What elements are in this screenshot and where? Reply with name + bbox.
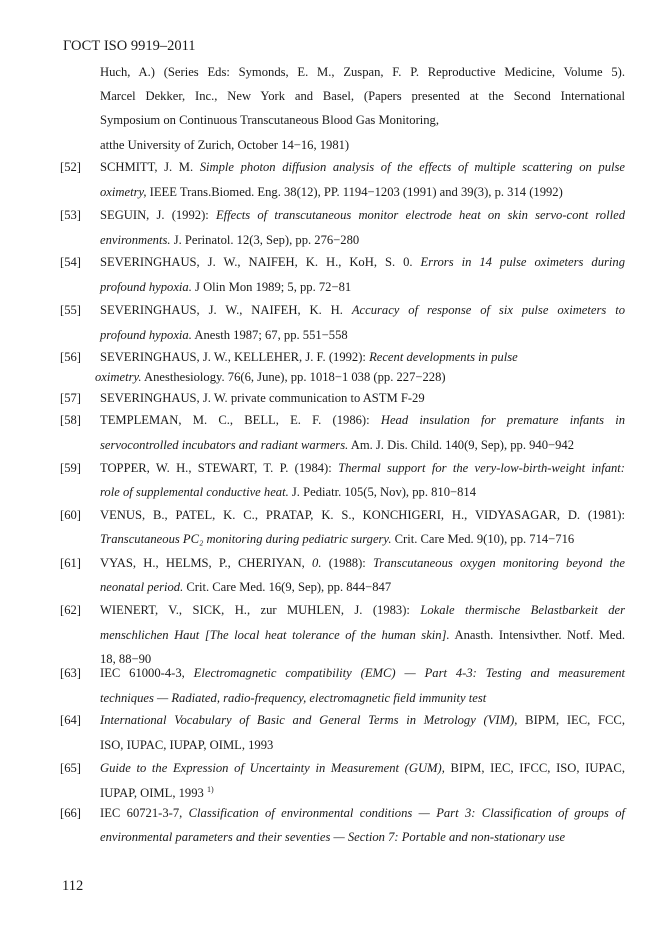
- reference-text: SEVERINGHAUS, J. W. private communication to ASTM F-29: [100, 391, 425, 405]
- reference-text: (1988):: [321, 556, 373, 570]
- reference-text: Crit. Care Med. 16(9, Sep), pp. 844−847: [183, 580, 392, 594]
- reference-line: [100, 390, 425, 406]
- reference-line: [100, 665, 625, 681]
- reference-line: [100, 460, 625, 476]
- reference-title: techniques — Radiated, radio-frequency, electromagnetic field immunity test: [100, 691, 487, 705]
- reference-text: Symposium on Continuous Transcutaneous Blood Gas Monitoring,: [100, 113, 440, 127]
- reference-line: [100, 805, 625, 821]
- reference-line: [100, 602, 625, 618]
- reference-line: [100, 782, 214, 801]
- reference-title: role of supplemental conductive heat.: [100, 485, 289, 499]
- reference-text: atthe University of Zurich, October 14−16, 1981): [100, 138, 350, 152]
- reference-line: [100, 760, 625, 776]
- reference-line: [100, 302, 625, 318]
- reference-title: Classification of environmental conditions — Part 3: Classification of groups of: [188, 806, 625, 820]
- reference-text: SEGUIN, J. (1992):: [100, 208, 216, 222]
- reference-text: Anesth 1987; 67, pp. 551−558: [191, 328, 348, 342]
- reference-text: IEEE Trans.Biomed. Eng. 38(12), PP. 1194−1203 (1991) and 39(3), p. 314 (1992): [146, 185, 563, 199]
- reference-line: [100, 207, 625, 223]
- reference-text: VYAS, H., HELMS, P., CHERIYAN,: [100, 556, 313, 570]
- reference-number: [64]: [60, 713, 81, 727]
- reference-text: Crit. Care Med. 9(10), pp. 714−716: [391, 532, 575, 546]
- reference-title: servocontrolled incubators and radiant warmers.: [100, 438, 349, 452]
- reference-line: [100, 159, 625, 175]
- reference-text: IUPAP, OIML, 1993: [100, 786, 207, 800]
- reference-line: [100, 112, 439, 128]
- reference-title: Transcutaneous oxygen monitoring beyond the: [373, 556, 625, 570]
- reference-text: Marcel Dekker, Inc., New York and Basel, (Papers presented at the Second International: [100, 89, 625, 103]
- reference-title: oximetry,: [100, 185, 147, 199]
- reference-title: profound hypoxia.: [100, 328, 192, 342]
- document-header: ГОСТ ISO 9919–2011: [63, 38, 196, 54]
- reference-number: [58]: [60, 413, 81, 427]
- reference-title: Effects of transcutaneous monitor electrode heat on skin servo-cont rolled: [215, 208, 625, 222]
- reference-line: [100, 88, 625, 104]
- reference-number: [56]: [60, 350, 81, 364]
- reference-number: [61]: [60, 556, 81, 570]
- reference-title: 0.: [312, 556, 322, 570]
- reference-line: [100, 184, 563, 200]
- reference-text: Anesthesiology. 76(6, June), pp. 1018−1 038 (pp. 227−228): [141, 370, 446, 384]
- reference-title: environments.: [100, 233, 171, 247]
- reference-text: Huch, A.) (Series Eds: Symonds, E. M., Zuspan, F. P. Reproductive Medicine, Volume 5).: [100, 65, 625, 79]
- reference-text: SEVERINGHAUS, J. W., KELLEHER, J. F. (1992):: [100, 350, 370, 364]
- reference-title: Simple photon diffusion analysis of the effects of multiple scattering on pulse: [199, 160, 625, 174]
- reference-title: Electromagnetic compatibility (EMC) — Part 4-3: Testing and measurement: [193, 666, 625, 680]
- reference-line: [100, 254, 625, 270]
- reference-title: neonatal period.: [100, 580, 184, 594]
- footnote-marker: 1): [206, 785, 214, 794]
- reference-line: [100, 137, 349, 153]
- reference-line: [100, 484, 476, 500]
- reference-line: [95, 369, 446, 385]
- reference-line: [100, 555, 625, 571]
- reference-number: [57]: [60, 391, 81, 405]
- reference-title: profound hypoxia.: [100, 280, 192, 294]
- reference-title: Head insulation for premature infants in: [380, 413, 626, 427]
- reference-title: Guide to the Expression of Uncertainty in Measurement (GUM),: [100, 761, 445, 775]
- reference-text: Am. J. Dis. Child. 140(9, Sep), pp. 940−942: [348, 438, 575, 452]
- reference-line: [100, 327, 348, 343]
- reference-title: Thermal support for the very-low-birth-weight infant:: [338, 461, 625, 475]
- reference-line: [100, 279, 351, 295]
- reference-line: [100, 232, 359, 248]
- reference-text: SEVERINGHAUS, J. W., NAIFEH, K. H.: [100, 303, 352, 317]
- reference-text: SCHMITT, J. M.: [100, 160, 200, 174]
- reference-number: [52]: [60, 160, 81, 174]
- reference-number: [66]: [60, 806, 81, 820]
- page-number: 112: [62, 878, 84, 894]
- reference-text: 18, 88−90: [100, 652, 152, 666]
- reference-title: environmental parameters and their seventies — Section 7: Portable and non-stationary use: [100, 830, 566, 844]
- reference-number: [55]: [60, 303, 81, 317]
- reference-title: Transcutaneous PC₂ monitoring during pediatric surgery.: [100, 532, 392, 546]
- reference-line: [100, 712, 625, 728]
- reference-text: TOPPER, W. H., STEWART, T. P. (1984):: [100, 461, 339, 475]
- reference-number: [54]: [60, 255, 81, 269]
- reference-title: Recent developments in pulse: [369, 350, 518, 364]
- reference-line: [100, 627, 625, 643]
- reference-line: [100, 412, 625, 428]
- reference-title: menschlichen Haut [The local heat tolerance of the human skin].: [100, 628, 450, 642]
- reference-title: Errors in 14 pulse oximeters during: [420, 255, 625, 269]
- reference-number: [53]: [60, 208, 81, 222]
- reference-number: [59]: [60, 461, 81, 475]
- reference-line: [100, 531, 574, 547]
- reference-text: IEC 60721-3-7,: [100, 806, 189, 820]
- reference-text: SEVERINGHAUS, J. W., NAIFEH, K. H., KoH, S. 0.: [100, 255, 421, 269]
- reference-line: [100, 437, 574, 453]
- reference-text: IEC 61000-4-3,: [100, 666, 194, 680]
- reference-title: International Vocabulary of Basic and General Terms in Metrology (VIM),: [100, 713, 518, 727]
- reference-text: WIENERT, V., SICK, H., zur MUHLEN, J. (1983):: [100, 603, 421, 617]
- reference-text: TEMPLEMAN, M. C., BELL, E. F. (1986):: [100, 413, 381, 427]
- reference-text: Anasth. Intensivther. Notf. Med.: [449, 628, 626, 642]
- reference-text: J. Perinatol. 12(3, Sep), pp. 276−280: [170, 233, 360, 247]
- reference-title: Accuracy of response of six pulse oximeters to: [351, 303, 625, 317]
- reference-text: VENUS, B., PATEL, K. C., PRATAP, K. S., KONCHIGERI, H., VIDYASAGAR, D. (1981):: [100, 508, 625, 522]
- reference-line: [100, 349, 518, 365]
- reference-title: Lokale thermische Belastbarkeit der: [420, 603, 626, 617]
- reference-text: BIPM, IEC, IFCC, ISO, IUPAC,: [444, 761, 625, 775]
- reference-number: [65]: [60, 761, 81, 775]
- reference-number: [60]: [60, 508, 81, 522]
- reference-line: [100, 737, 273, 753]
- reference-text: ISO, IUPAC, IUPAP, OIML, 1993: [100, 738, 274, 752]
- reference-line: [100, 507, 625, 523]
- reference-number: [62]: [60, 603, 81, 617]
- reference-line: [100, 579, 391, 595]
- reference-text: BIPM, IEC, FCC,: [517, 713, 625, 727]
- reference-title: oximetry.: [95, 370, 142, 384]
- reference-text: J. Pediatr. 105(5, Nov), pp. 810−814: [288, 485, 477, 499]
- reference-text: J Olin Mon 1989; 5, pp. 72−81: [191, 280, 352, 294]
- reference-line: [100, 64, 625, 80]
- reference-line: [100, 829, 565, 845]
- reference-line: [100, 690, 486, 706]
- reference-number: [63]: [60, 666, 81, 680]
